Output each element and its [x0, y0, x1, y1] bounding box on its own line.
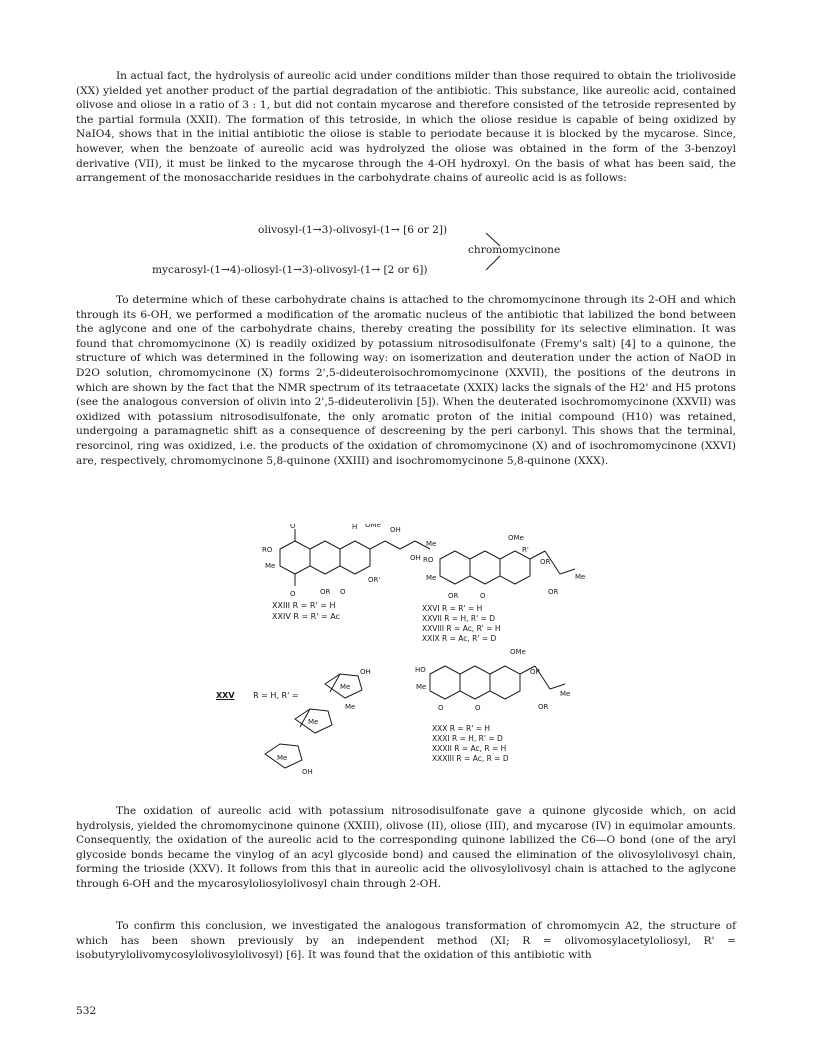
- legend-line: XXXII R = Ac, R = H: [432, 744, 507, 753]
- svg-text:Me: Me: [426, 540, 437, 548]
- structures-figure: [240, 524, 600, 784]
- svg-text:OR: OR: [320, 588, 331, 596]
- svg-text:OR: OR: [530, 668, 541, 676]
- svg-text:OH: OH: [390, 526, 401, 534]
- legend-line: XXXIII R = Ac, R = D: [432, 754, 509, 763]
- svg-text:Me: Me: [426, 574, 437, 582]
- svg-text:OR: OR: [548, 588, 559, 596]
- svg-text:OR: OR: [538, 703, 549, 711]
- compound-number: XXV: [216, 691, 235, 700]
- legend-xxvi-xxix: [422, 604, 501, 644]
- scheme-connector-lines: [0, 0, 816, 300]
- svg-text:Me: Me: [345, 703, 356, 711]
- svg-text:O: O: [290, 524, 296, 530]
- legend-line: XXXI R = H, R' = D: [432, 734, 503, 743]
- svg-text:OR: OR: [540, 558, 551, 566]
- label-xxv: [216, 691, 299, 700]
- svg-text:HO: HO: [415, 666, 426, 674]
- scheme-chain-2: mycarosyl-(1→4)-oliosyl-(1→3)-olivosyl-(1→ [2 or 6]): [152, 264, 428, 276]
- paragraph-2: To determine which of these carbohydrate chains is attached to the chromomycinone through its 2-OH and which through its 6-OH, we performed a modification of the aromatic nucleus of the antibiotic that labilized the bond between the aglycone and one of the carbohydrate chains, thereby creating the possibility for its selective elimination. It was found that chromomycinone (X) is readily oxidized by potassium nitrosodisulfonate (Fremy's salt) [4] to a quinone, the structure of which was determined in the following way: on isomerization and deuteration under the action of NaOD in D2O solution, chromomycinone (X) forms 2',5-dideuteroisochromomycinone (XXVII), the positions of the deutrons in which are shown by the fact that the NMR spectrum of its tetraacetate (XXIX) lacks the signals of the H2' and H5 protons (see the analogous conversion of olivin into 2',5-dideuterolivin [5]). When the deuterated isochromomycinone (XXVII) was oxidized with potassium nitrosodisulfonate, the only aromatic proton of the initial compound (H10) was retained, undergoing a paramagnetic shift as a consequence of descreening by the peri carbonyl. This shows that the terminal, resorcinol, ring was oxidized, i.e. the products of the oxidation of chromomycinone (X) and of isochromomycinone (XXVI) are, respectively, chromomycinone 5,8-quinone (XXIII) and isochromomycinone 5,8-quinone (XXX).: [76, 294, 736, 467]
- legend-line: XXX R = R' = H: [432, 724, 491, 733]
- svg-text:OMe: OMe: [508, 534, 524, 542]
- legend-xxx-xxxiii: [432, 724, 509, 764]
- svg-text:O: O: [290, 590, 296, 598]
- svg-text:Me: Me: [277, 754, 288, 762]
- page-number: 532: [76, 1005, 97, 1017]
- svg-text:OH: OH: [410, 554, 421, 562]
- paragraph-3: The oxidation of aureolic acid with potassium nitrosodisulfonate gave a quinone glycoside which, on acid hydrolysis, yielded the chromomycinone quinone (XXIII), olivose (II), oliose (III), and mycarose (IV) in equimolar amounts. Consequently, the oxidation of the aureolic acid to the corresponding quinone labilized the C6—O bond (one of the aryl glycoside bonds became the vinylog of an acyl glycoside bond) and caused the elimination of the olivosylolivosyl chain, forming the trioside (XXV). It follows from this that in aureolic acid the olivosylolivosyl chain is attached to the aglycone through 6-OH and the mycarosyloliosylolivosyl chain through 2-OH.: [76, 805, 736, 890]
- legend-line: XXIII R = R' = H: [272, 601, 336, 610]
- svg-text:Me: Me: [416, 683, 427, 691]
- svg-text:RO: RO: [262, 546, 273, 554]
- legend-xxiii-xxiv: [272, 600, 340, 622]
- svg-text:H: H: [352, 524, 358, 531]
- svg-text:O: O: [475, 704, 481, 712]
- legend-line: XXVII R = H, R' = D: [422, 614, 495, 623]
- svg-text:Me: Me: [265, 562, 276, 570]
- svg-text:OR: OR: [448, 592, 459, 600]
- svg-text:OH: OH: [360, 668, 371, 676]
- legend-line: XXIX R = Ac, R' = D: [422, 634, 497, 643]
- svg-text:O: O: [480, 592, 486, 600]
- svg-text:OMe: OMe: [365, 524, 381, 529]
- svg-text:OMe: OMe: [510, 648, 526, 656]
- substituent-text: R = H, R' =: [253, 691, 299, 700]
- svg-text:Me: Me: [308, 718, 319, 726]
- scheme-aglycone: chromomycinone: [468, 244, 561, 256]
- scheme-chain-1: olivosyl-(1→3)-olivosyl-(1→ [6 or 2]): [258, 224, 448, 236]
- paragraph-1: In actual fact, the hydrolysis of aureolic acid under conditions milder than those required to obtain the triolivoside (XX) yielded yet another product of the partial degradation of the antibiotic. This substance, like aureolic acid, contained olivose and oliose in a ratio of 3 : 1, but did not contain mycarose and therefore consisted of the tetroside represented by the partial formula (XXII). The formation of this tetroside, in which the oliose residue is capable of being oxidized by NaIO4, shows that in the initial antibiotic the oliose is stable to periodate because it is blocked by the mycarose. Since, however, when the benzoate of aureolic acid was hydrolyzed the oliose was obtained in the form of the 3-benzoyl derivative (VII), it must be linked to the mycarose through the 4-OH hydroxyl. On the basis of what has been said, the arrangement of the monosaccharide residues in the carbohydrate chains of aureolic acid is as follows:: [76, 70, 736, 185]
- legend-line: XXVI R = R' = H: [422, 604, 483, 613]
- svg-text:RO: RO: [423, 556, 434, 564]
- svg-text:R': R': [522, 546, 529, 554]
- legend-line: XXIV R = R' = Ac: [272, 612, 340, 621]
- legend-line: XXVIII R = Ac, R' = H: [422, 624, 501, 633]
- svg-text:O: O: [340, 588, 346, 596]
- svg-text:Me: Me: [575, 573, 586, 581]
- paragraph-4: To confirm this conclusion, we investigated the analogous transformation of chromomycin A2, the structure of which has been shown previously by an independent method (XI; R = olivomosylacetyloliosyl, R' = isobutyrylolivomycosylolivosylolivosyl) [6]. It was found that the oxidation of this antibiotic with: [76, 920, 736, 962]
- structure-drawings: [240, 524, 600, 784]
- svg-text:Me: Me: [340, 683, 351, 691]
- svg-text:O: O: [438, 704, 444, 712]
- svg-text:OR': OR': [368, 576, 381, 584]
- svg-text:Me: Me: [560, 690, 571, 698]
- svg-text:OH: OH: [302, 768, 313, 776]
